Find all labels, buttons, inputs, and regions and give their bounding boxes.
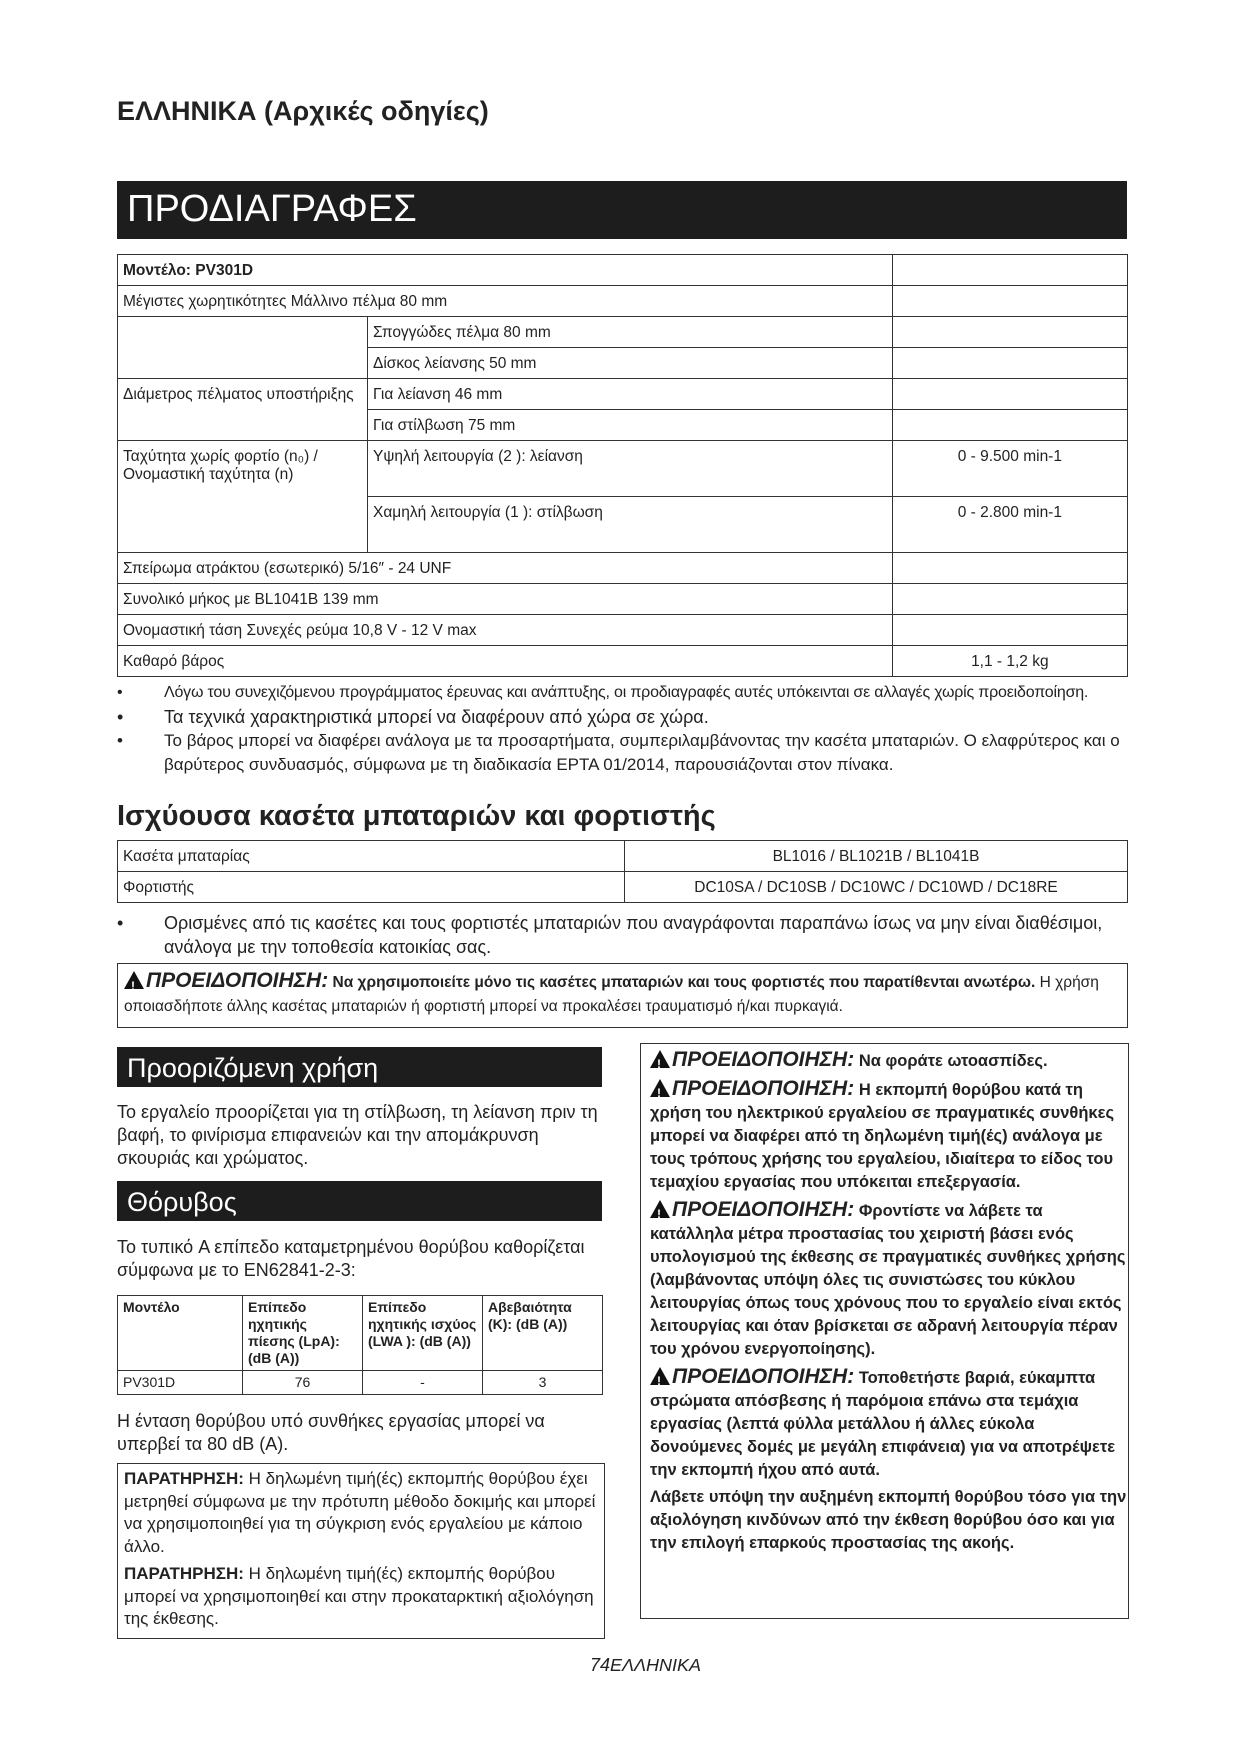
spec-note: • Τα τεχνικά χαρακτηριστικά μπορεί να διαφέρουν από χώρα σε χώρα. bbox=[117, 705, 1137, 729]
no-load-speed: Ταχύτητα χωρίς φορτίο (n₀) / Ονομαστική ταχύτητα (n) bbox=[118, 441, 368, 553]
warning-icon bbox=[650, 1367, 670, 1385]
overall-length: Συνολικό μήκος με BL1041B 139 mm bbox=[118, 584, 893, 615]
warning-item bbox=[650, 1198, 1128, 1361]
warning-label: ΠΡΟΕΙΔΟΠΟΙΗΣΗ: bbox=[672, 1048, 855, 1071]
noise-after-text: Η ένταση θορύβου υπό συνθήκες εργασίας μπορεί να υπερβεί τα 80 dB (A). bbox=[117, 1411, 545, 1454]
net-weight-label: Καθαρό βάρος bbox=[118, 646, 893, 677]
for-sanding: Για λείανση 46 mm bbox=[368, 379, 893, 410]
right-warnings bbox=[650, 1048, 1128, 1559]
warning-text: Η χρήση οποιασδήποτε άλλης κασέτας μπαταριών ή φορτιστή μπορεί να προκαλέσει τραυματισμό ή/και πυρκαγιά. bbox=[124, 974, 1099, 1015]
charger-value: DC10SA / DC10SB / DC10WC / DC10WD / DC18RE bbox=[625, 872, 1128, 903]
model-label: Μοντέλο: PV301D bbox=[118, 255, 893, 286]
low-mode: Χαμηλή λειτουργία (1 ): στίλβωση bbox=[368, 497, 893, 553]
noise-cell: 76 bbox=[243, 1371, 363, 1395]
intended-use-text: Το εργαλείο προορίζεται για τη στίλβωση, τη λείανση πριν τη βαφή, το φινίρισμα επιφανειών και την απομάκρυνση σκουριάς και χρώματος. bbox=[117, 1102, 598, 1168]
noise-header: Αβεβαιότητα (K): (dB (A)) bbox=[483, 1296, 603, 1371]
charger-label: Φορτιστής bbox=[118, 872, 625, 903]
warning-item bbox=[650, 1048, 1128, 1073]
spec-table bbox=[117, 254, 1128, 677]
spindle-thread: Σπείρωμα ατράκτου (εσωτερικό) 5/16″ - 24 UNF bbox=[118, 553, 893, 584]
net-weight-value: 1,1 - 1,2 kg bbox=[892, 646, 1127, 677]
spec-notes bbox=[117, 681, 1137, 777]
cartridge-value: BL1016 / BL1021B / BL1041B bbox=[625, 841, 1128, 872]
warning-text: Φροντίστε να λάβετε τα κατάλληλα μέτρα προστασίας του χειριστή βάσει ενός υπολογισμού της έκθεσης σε πραγματικές συνθήκες χρήσης (λαμβάνοντας υπόψη όλες τις συνιστώσες του κύκλου λειτουργίας όπως τους χρόνους που το εργαλείο είναι εκτός λειτουργίας και όταν βρίσκεται σε αδρανή λειτουργία πέραν του χρόνου ενεργοποίησης). bbox=[650, 1202, 1126, 1358]
warning-label: ΠΡΟΕΙΔΟΠΟΙΗΣΗ: bbox=[672, 1077, 855, 1100]
high-mode: Υψηλή λειτουργία (2 ): λείανση bbox=[368, 441, 893, 497]
noise-cell: PV301D bbox=[118, 1371, 243, 1395]
battery-section-title: Ισχύουσα κασέτα μπαταριών και φορτιστής bbox=[117, 800, 716, 832]
warning-label: ΠΡΟΕΙΔΟΠΟΙΗΣΗ: bbox=[146, 969, 329, 992]
noise-title: Θόρυβος bbox=[117, 1181, 602, 1221]
note-text: Η δηλωμένη τιμή(ές) εκπομπής θορύβου έχει μετρηθεί σύμφωνα με την πρότυπη μέθοδο δοκιμής και μπορεί να χρησιμοποιηθεί για τη σύγκριση ενός εργαλείου με κάποιο άλλο. bbox=[124, 1469, 596, 1556]
warning-text: Τοποθετήστε βαριά, εύκαμπτα στρώματα απόσβεσης ή παρόμοια επάνω στα τεμάχια εργασίας (λεπτά φύλλα μετάλλου ή άλλες εύκολα δονούμενες δομές με μεγάλη επιφάνεια) για να αποτρέψετε την εκπομπή ήχου από αυτά. bbox=[650, 1369, 1116, 1479]
warning-text: Να φοράτε ωτοασπίδες. bbox=[858, 1052, 1048, 1070]
noise-header: Επίπεδο ηχητικής ισχύος (LWA ): (dB (A)) bbox=[363, 1296, 483, 1371]
noise-cell: 3 bbox=[483, 1371, 603, 1395]
sanding-disc: Δίσκος λείανσης 50 mm bbox=[368, 348, 893, 379]
battery-warning-box bbox=[117, 963, 1128, 1028]
warning-item bbox=[650, 1365, 1128, 1482]
warning-icon bbox=[124, 971, 144, 989]
battery-notes bbox=[117, 911, 1137, 959]
rated-voltage: Ονομαστική τάση Συνεχές ρεύμα 10,8 V - 12 V max bbox=[118, 615, 893, 646]
cartridge-label: Κασέτα μπαταρίας bbox=[118, 841, 625, 872]
pad-diameter: Διάμετρος πέλματος υποστήριξης bbox=[118, 379, 368, 441]
warning-label: ΠΡΟΕΙΔΟΠΟΙΗΣΗ: bbox=[672, 1365, 855, 1388]
noise-table bbox=[117, 1295, 603, 1395]
intended-use-title: Προοριζόμενη χρήση bbox=[117, 1047, 602, 1087]
noise-note bbox=[124, 1468, 598, 1558]
max-capacities: Μέγιστες χωρητικότητες Μάλλινο πέλμα 80 mm bbox=[118, 286, 893, 317]
warning-icon bbox=[650, 1200, 670, 1218]
noise-cell: - bbox=[363, 1371, 483, 1395]
language-title: ΕΛΛΗΝΙΚΑ (Αρχικές οδηγίες) bbox=[117, 96, 489, 126]
warning-bold-text: Να χρησιμοποιείτε μόνο τις κασέτες μπαταριών και τους φορτιστές που παρατίθενται ανωτέρω. bbox=[332, 974, 1036, 991]
warning-label: ΠΡΟΕΙΔΟΠΟΙΗΣΗ: bbox=[672, 1198, 855, 1221]
noise-header: Επίπεδο ηχητικής πίεσης (LpA): (dB (A)) bbox=[243, 1296, 363, 1371]
high-speed-value: 0 - 9.500 min-1 bbox=[892, 441, 1127, 497]
page-footer: 74ΕΛΛΗΝΙΚΑ bbox=[590, 1655, 702, 1675]
sponge-pad: Σπογγώδες πέλμα 80 mm bbox=[368, 317, 893, 348]
noise-intro: Το τυπικό A επίπεδο καταμετρημένου θορύβου καθορίζεται σύμφωνα με το EN62841-2-3: bbox=[117, 1237, 585, 1280]
warning-item bbox=[650, 1486, 1128, 1555]
warning-text: Λάβετε υπόψη την αυξημένη εκπομπή θορύβου τόσο για την αξιολόγηση κινδύνων από την έκθεση θορύβου όσο και για την επιλογή επαρκούς προστασίας της ακοής. bbox=[650, 1488, 1127, 1552]
note-label: ΠΑΡΑΤΗΡΗΣΗ: bbox=[124, 1564, 244, 1583]
warning-icon bbox=[650, 1079, 670, 1097]
spec-note: • Λόγω του συνεχιζόμενου προγράμματος έρευνας και ανάπτυξης, οι προδιαγραφές αυτές υπόκεινται σε αλλαγές χωρίς προειδοποίηση. bbox=[117, 681, 1137, 705]
for-polishing: Για στίλβωση 75 mm bbox=[368, 410, 893, 441]
low-speed-value: 0 - 2.800 min-1 bbox=[892, 497, 1127, 553]
warning-item bbox=[650, 1077, 1128, 1194]
noise-note bbox=[124, 1563, 598, 1631]
battery-table bbox=[117, 840, 1128, 903]
battery-note: • Ορισμένες από τις κασέτες και τους φορτιστές μπαταριών που αναγράφονται παραπάνω ίσως να μην είναι διαθέσιμοι, ανάλογα με την τοποθεσία κατοικίας σας. bbox=[117, 911, 1137, 959]
noise-header: Μοντέλο bbox=[118, 1296, 243, 1371]
note-label: ΠΑΡΑΤΗΡΗΣΗ: bbox=[124, 1469, 244, 1488]
warning-text: Η εκπομπή θορύβου κατά τη χρήση του ηλεκτρικού εργαλείου σε πραγματικές συνθήκες μπορεί να διαφέρει από τη δηλωμένη τιμή(ές) ανάλογα με τους τρόπους χρήσης του εργαλείου, ιδιαίτερα το είδος του τεμαχίου εργασίας που υπόκειται επεξεργασία. bbox=[650, 1081, 1115, 1191]
specs-title: ΠΡΟΔΙΑΓΡΑΦΕΣ bbox=[117, 181, 1127, 239]
note-text: Η δηλωμένη τιμή(ές) εκπομπής θορύβου μπορεί να χρησιμοποιηθεί και στην προκαταρκτική αξιολόγηση της έκθεσης. bbox=[124, 1564, 594, 1628]
spec-note: • Το βάρος μπορεί να διαφέρει ανάλογα με τα προσαρτήματα, συμπεριλαμβάνοντας την κασέτα μπαταριών. Ο ελαφρύτερος και ο βαρύτερος συνδυασμός, σύμφωνα με τη διαδικασία EPTA 01/2014, παρουσιάζονται στον πίνακα. bbox=[117, 729, 1137, 777]
warning-icon bbox=[650, 1050, 670, 1068]
noise-note-box bbox=[117, 1463, 605, 1639]
